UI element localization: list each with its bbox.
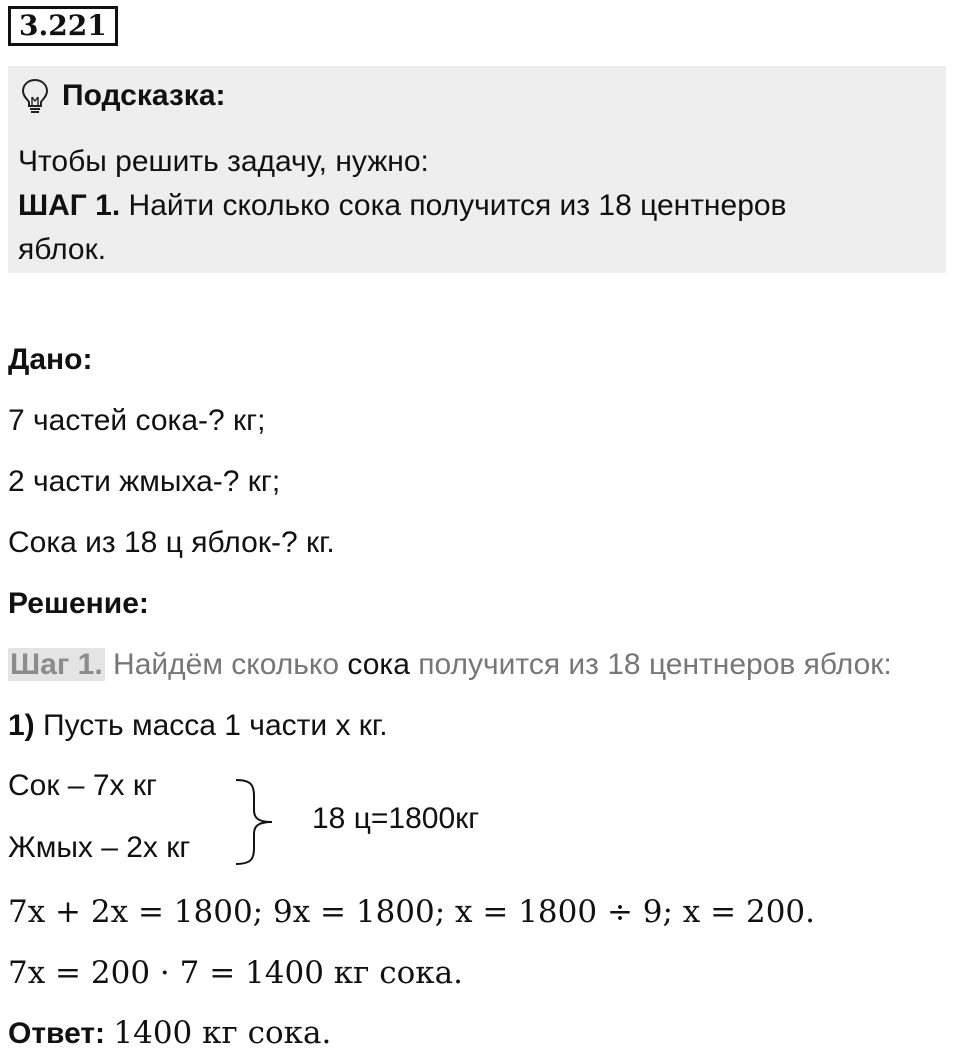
brace-note: 18 ц=1800кг <box>312 802 480 835</box>
solution-step-highlight: сока <box>347 648 410 681</box>
answer-label: Ответ: <box>8 1017 106 1050</box>
equation-1: 7x + 2x = 1800; 9x = 1800; x = 1800 ÷ 9; x = 200. <box>8 894 815 930</box>
solution-step-text-after: получится из 18 центнеров яблок: <box>418 648 892 681</box>
solution-item-text: Пусть масса 1 части х кг. <box>43 709 388 742</box>
brace-line-pomace: Жмых – 2х кг <box>8 831 191 864</box>
lightbulb-icon <box>20 77 50 115</box>
hint-step-line2: яблок. <box>18 233 107 266</box>
hint-intro: Чтобы решить задачу, нужно: <box>18 145 429 178</box>
brace-line-juice: Сок – 7х кг <box>8 769 157 802</box>
equation-2: 7x = 200 · 7 = 1400 кг сока. <box>8 955 463 991</box>
solution-step-label: Шаг 1. <box>10 648 103 681</box>
solution-step-text-before: Найдём сколько <box>113 648 340 681</box>
answer-line <box>8 1015 331 1052</box>
solution-title: Решение: <box>8 587 149 620</box>
answer-value: 1400 кг сока. <box>113 1015 332 1051</box>
curly-brace-icon <box>230 776 290 868</box>
given-line-1: 7 частей сока-? кг; <box>8 404 266 437</box>
solution-item-line <box>8 708 388 744</box>
solution-step-line <box>8 647 892 683</box>
solution-item-number: 1) <box>8 709 35 742</box>
hint-step-text: Найти сколько сока получится из 18 центнеров <box>128 189 787 222</box>
given-title: Дано: <box>8 343 93 376</box>
hint-title: Подсказка: <box>62 79 226 112</box>
hint-step-label: ШАГ 1. <box>18 189 121 222</box>
hint-step-line1 <box>18 188 787 224</box>
problem-number: 3.221 <box>8 6 118 46</box>
given-line-2: 2 части жмыха-? кг; <box>8 465 281 498</box>
given-line-3: Сока из 18 ц яблок-? кг. <box>8 526 335 559</box>
